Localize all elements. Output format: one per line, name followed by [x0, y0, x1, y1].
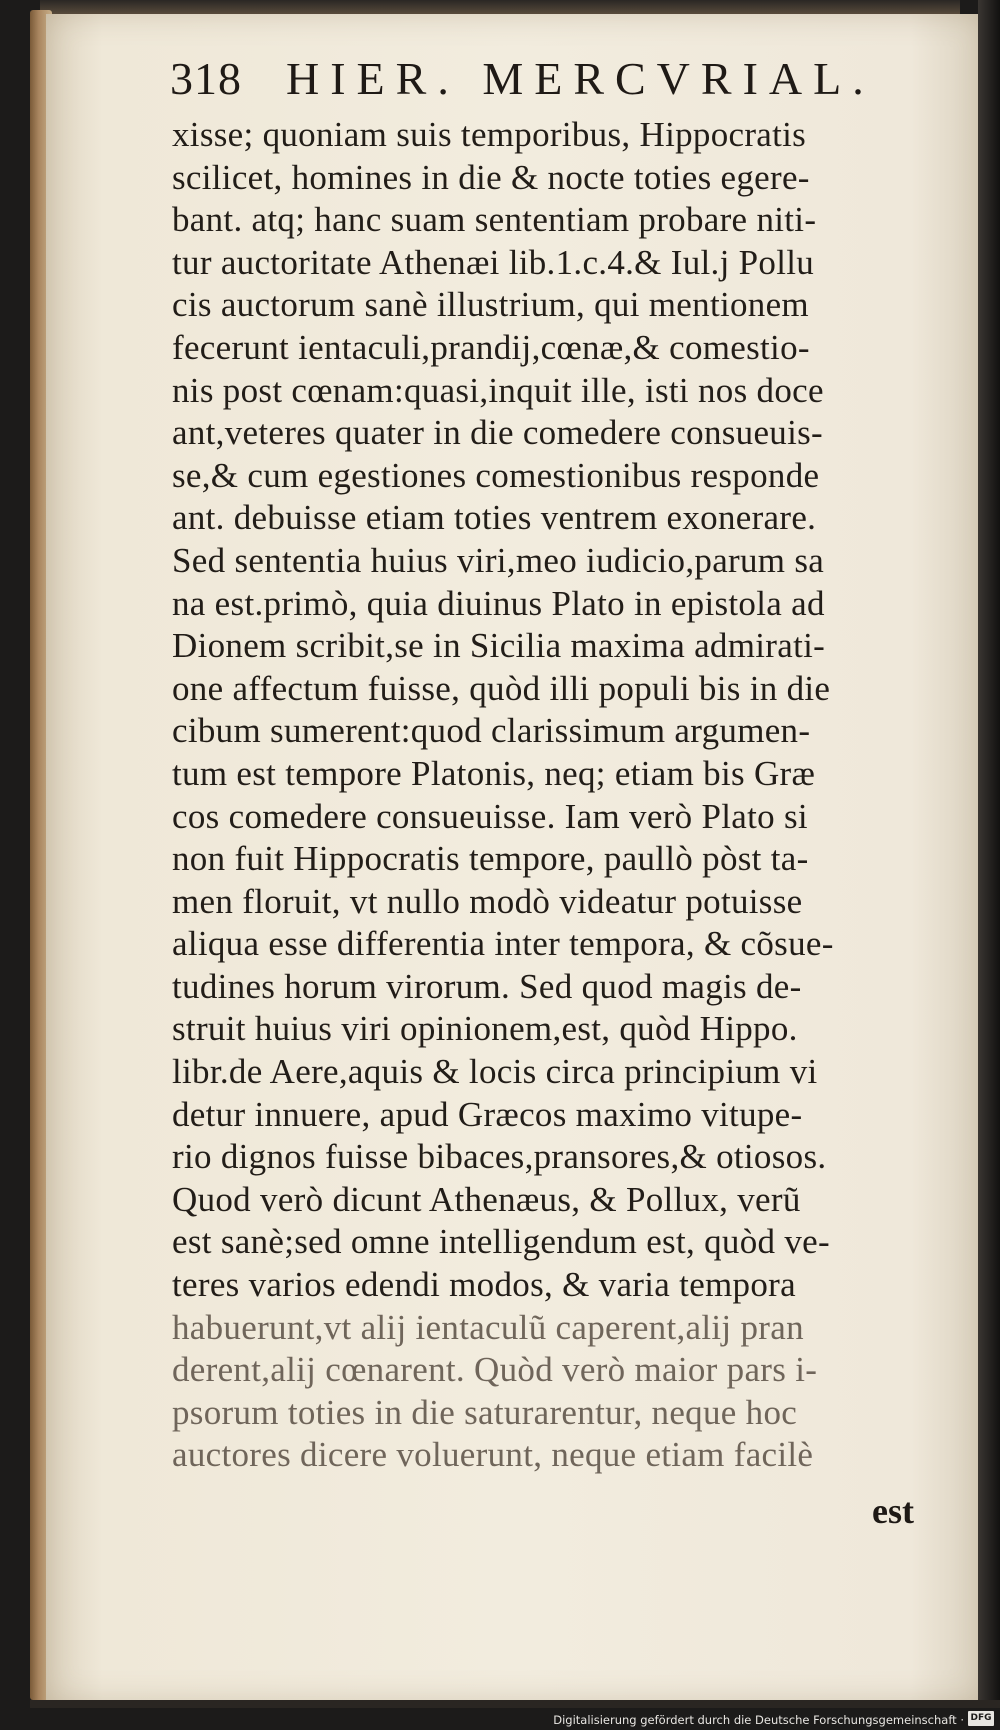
text-line: Dionem scribit,se in Sicilia maxima admirati-: [172, 626, 826, 666]
digitization-credit: Digitalisierung gefördert durch die Deutsche Forschungsgemeinschaft ·: [553, 1713, 964, 1727]
text-line: tur auctoritate Athenæi lib.1.c.4.& Iul.j Pollu: [172, 242, 815, 282]
text-line: non fuit Hippocratis tempore, paullò pòst ta-: [172, 839, 809, 879]
dfg-logo: DFG: [968, 1711, 994, 1726]
text-line: xisse; quoniam suis temporibus, Hippocratis: [172, 115, 807, 154]
text-line: fecerunt ientaculi,prandij,cœnæ,& comestio-: [172, 327, 810, 367]
binding-shadow: [978, 0, 1000, 1730]
text-line: detur innuere, apud Græcos maximo vitupe-: [172, 1094, 803, 1134]
text-line: auctores dicere voluerunt, neque etiam facilè: [172, 1435, 814, 1475]
text-line: aliqua esse differentia inter tempora, & cõsue-: [172, 924, 834, 964]
text-line: derent,alij cœnarent. Quòd verò maior pars i-: [172, 1350, 818, 1390]
text-line: tudines horum virorum. Sed quod magis de-: [172, 966, 802, 1006]
text-line: na est.primò, quia diuinus Plato in epistola ad: [172, 583, 825, 623]
page-bottom-edge: [30, 1700, 1000, 1708]
text-line: ant,veteres quater in die comedere consueuis-: [172, 413, 824, 453]
text-line: est sanè;sed omne intelligendum est, quòd ve-: [172, 1222, 830, 1262]
catchword: est: [872, 1491, 914, 1531]
text-line: men floruit, vt nullo modò videatur potuisse: [172, 881, 803, 921]
body-text: [172, 114, 912, 1477]
text-line: ant. debuisse etiam toties ventrem exonerare.: [172, 498, 817, 538]
text-line: struit huius viri opinionem,est, quòd Hippo.: [172, 1009, 798, 1049]
text-line: cos comedere consueuisse. Iam verò Plato si: [172, 796, 808, 836]
text-line: teres varios edendi modos, & varia tempora: [172, 1265, 796, 1305]
page-number: 318: [170, 53, 242, 104]
text-line: se,& cum egestiones comestionibus responde: [172, 455, 820, 495]
text-line: Sed sententia huius viri,meo iudicio,parum sa: [172, 540, 825, 580]
text-line: cis auctorum sanè illustrium, qui mentionem: [172, 285, 809, 325]
text-line: psorum toties in die saturarentur, neque hoc: [172, 1392, 798, 1432]
text-line: one affectum fuisse, quòd illi populi bis in die: [172, 668, 831, 708]
text-line: habuerunt,vt alij ientaculũ caperent,alij pran: [172, 1307, 804, 1347]
text-line: cibum sumerent:quod clarissimum argumen-: [172, 711, 811, 751]
text-line: Quod verò dicunt Athenæus, & Pollux, verũ: [172, 1179, 801, 1219]
running-head: [170, 52, 875, 118]
text-line: nis post cœnam:quasi,inquit ille, isti nos doce: [172, 370, 824, 410]
text-line: scilicet, homines in die & nocte toties egere-: [172, 157, 810, 197]
text-line: rio dignos fuisse bibaces,pransores,& otiosos.: [172, 1137, 827, 1177]
text-line: bant. atq; hanc suam sententiam probare niti-: [172, 200, 817, 240]
text-line: tum est tempore Platonis, neq; etiam bis Græ: [172, 753, 816, 793]
text-line: libr.de Aere,aquis & locis circa principium vi: [172, 1052, 818, 1092]
running-title: HIER. MERCVRIAL.: [286, 53, 875, 104]
